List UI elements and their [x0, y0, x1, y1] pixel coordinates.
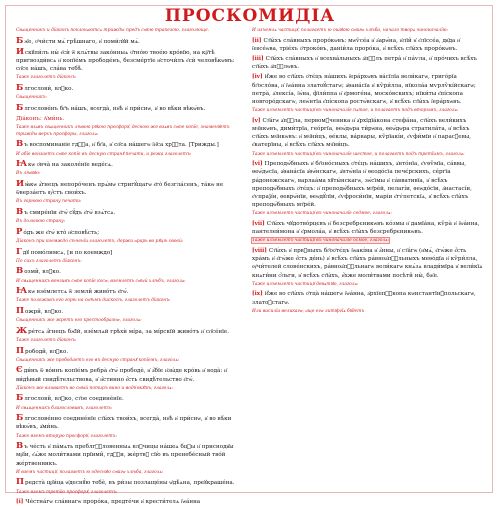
drop-initial: Г — [16, 246, 22, 257]
row-text: И свѧщенникъ вонзивъ ст҃ое копїе косѡ, вземлетъ ст҃ый хлѣбъ, глаголѧ: — [16, 278, 186, 284]
drop-initial: Б — [16, 83, 24, 93]
rubric-note — [252, 28, 484, 35]
rubric-note — [16, 358, 248, 365]
liturgy-text — [16, 160, 248, 169]
row-text: озми̑, влⷣко. — [24, 269, 61, 276]
row-text: И҆́же во ст҃ы́хъ ѻ҆тє́цъ на́шихъ і҆ера́рхѡвъ ва́сїлїа вели́кагѡ, григо́рїа бг҃осло́ва, и҆ і҆ѡа́нна златоꙋ́стагѡ; а҆ѳана́сїа и҆ кѷри́лла, нїкола́а мѵрлѷкі́йскагѡ; петра̀, а҆лексі́а, і҆ѡ́на, фїли́ппа и҆ є҆рмоге́на, моско́вскихъ; нїки́ты є҆пі́скопа новгоро́дскагѡ, леѡ́нтїа є҆пі́скопа ростѡ́вскагѡ, и҆ всѣ́хъ ст҃ы́хъ і҆ера́рхѡвъ. — [252, 74, 476, 106]
row-text: Таже изъемлетъ частицꙋ въ чиноначалїе седмое, глаголѧ: — [252, 211, 392, 217]
liturgy-text — [16, 287, 248, 296]
rubric-note — [16, 199, 248, 206]
rubric-note — [16, 239, 248, 246]
row-text: И изъемлѧ частицꙋ, полагаетъ ю ошꙋюю ст҃агѡ хлѣба, начало творѧ чиноначалїю: — [252, 28, 448, 33]
row-text: Дїаконъ при коемждо сѣченїи глаголетъ, держа ѻрарь во рꙋцѣ своей: — [16, 238, 184, 244]
row-text: ꙗ́кѡ а҆́гнецъ непоро́ченъ прѧ́мѡ стригꙋ́щагѡ є҆го̀ безгла́сенъ, та́кѡ не ѿверза́етъ ᲂу҆́стъ свои́хъ. — [16, 181, 224, 197]
rubric-note — [16, 219, 248, 226]
liturgy-text — [16, 442, 248, 468]
liturgy-text — [16, 37, 248, 46]
row-text: лгослове́нно соедине́нїе ст҃ы́хъ твои́хъ, всегда̀, нн҃ѣ и҆ при́снѡ, и҆ во вѣ́ки вѣкѡ́въ, а҆ми́нь. — [16, 416, 232, 431]
row-text: Въ дольнюю страну: — [16, 219, 66, 225]
row-text: Таже глаголетъ дїаконъ: — [16, 337, 77, 343]
row-text: Или василїа великагѡ, а҆ще егѡ литꙋргїѧ бꙋдетъ — [252, 308, 365, 314]
row-text: ъ воспоминаніе гдⷭ҇а, и҆ бг҃а, и҆ сп҃са на́шегѡ і҆и҃са хрⷭ҇та. [Трижды.] — [24, 142, 219, 149]
rubric-note — [16, 406, 248, 413]
section-marker: [ii] — [252, 37, 262, 44]
rubric-note — [252, 152, 484, 159]
drop-initial: Ꙗ — [16, 286, 27, 297]
liturgy-text — [252, 247, 484, 280]
liturgy-text — [16, 498, 248, 506]
left-column — [16, 28, 248, 506]
drop-initial: В — [16, 266, 24, 277]
liturgy-text — [252, 220, 484, 236]
rubric-note — [16, 75, 248, 82]
liturgy-text — [252, 73, 484, 106]
rubric-note — [16, 152, 248, 159]
section-marker: [iv] — [252, 74, 263, 81]
liturgy-text — [16, 104, 248, 113]
row-text: Ст҃ы́хъ и҆ првⷣныхъ бг҃оѻ҆тє́цъ і҆ѡакі́ма и҆ а҆́нны, и҆ ст҃а́гѡ (и҆мѧ̀, є҆гѡ́же є҆́сть хра́мъ и҆ є҆гѡ́же є҆́сть де́нь) и҆ всѣ́хъ ст҃ы́хъ ра́вноа҆пⷭ҇льныхъ меѳо́дїа и҆ кѷри́лла, ѹ҆чи́телей слове́нскихъ, ра́вноа҆пⷭ҇льнагѡ вели́кагѡ кнѧ́зѧ влади́мїра и҆ вели́кїѧ кнѧги́ни ѻ҆́льги, и҆ всѣ́хъ ст҃ы́хъ, и҆̀хже моли́твами посѣти̑ ны̀, бж҃е. — [252, 248, 483, 279]
section-marker: [viii] — [252, 248, 267, 255]
section-marker: [v] — [252, 117, 261, 124]
rubric-note — [16, 28, 248, 35]
liturgy-text — [16, 228, 248, 237]
section-marker: [iii] — [252, 56, 264, 62]
drop-initial: Ꙗ — [16, 159, 27, 170]
row-text: Таже глаголетъ дїаконъ: — [16, 75, 77, 81]
section-marker: [vi] — [252, 161, 263, 168]
row-text: ди́нъ ѿ во́инъ копїе́мъ ребра̀ є҆гѡ̀ прободѐ, и҆ а҆́бїе и҆зы́де кро́вь и҆ вода̀: и҆ ви́дѣвый свидѣ́тельствова, и҆ и҆́стинно є҆́сть свидѣ́тельство є҆гѡ̀. — [16, 368, 228, 383]
row-text: Дїаконъ же вливаетъ во ст҃ый потиръ вино и водꙋ вкꙋпѣ, глаголѧ: — [16, 385, 173, 391]
row-text: ре́тсѧ а҆́гнецъ бж҃їй, взе́млѧй грѣхѝ мі́ра, за мі́рскїй живо́тъ и҆ сп҃се́нїе. — [28, 328, 230, 335]
rubric-note — [252, 211, 484, 218]
row-text: Таже вземъ вторую просфорꙋ, глаголетъ: — [16, 433, 117, 439]
liturgy-text — [16, 140, 248, 149]
row-text: Ст҃ы́хъ сла́вныхъ и҆ всехва́льныхъ а҆пⷭ҇лъ петра̀ и҆ па́ѵла, и҆ про́чихъ всѣ́хъ ст҃ы́хъ а҆пⷭ҇лѡвъ. — [252, 56, 477, 71]
liturgy-text — [16, 48, 248, 74]
rubric-line — [16, 115, 248, 123]
row-text: Таже вземъ третїю просфорꙋ, глаголетъ: — [16, 489, 118, 495]
row-text: Таже взѧвъ свѧщенникъ лѣвою рꙋкою просфорꙋ, десною же взѧвъ ст҃ое копїе, знаменꙋетъ трижды верхъ просфоры, глаголѧ: — [16, 125, 230, 137]
liturgy-text — [16, 478, 248, 487]
drop-initial: В — [16, 441, 24, 452]
drop-initial: В — [16, 139, 24, 150]
row-text: И свѧщенникъ благословивъ, глаголетъ: — [16, 405, 113, 411]
rubric-note — [252, 309, 484, 316]
row-text: лгослови́, влⷣко. — [24, 86, 74, 92]
drop-initial: И — [16, 178, 25, 189]
row-text: И вземъ частицꙋ, полагаетъ ю одеснꙋю ст҃агѡ хлѣба, глаголѧ: — [16, 469, 164, 475]
liturgy-text — [16, 307, 248, 316]
row-text: Ст҃а́гѡ а҆пⷭ҇ла, первомꙋ́ченика и҆ а҆рхїдїа́кона стефа́на, ст҃ы́хъ вели́кихъ мч҃нкѡвъ, дими́трїа, гео́ргїа, ѳеѡ́дѡра ти́рѡна, ѳеѡ́дѡра стратила́та, и҆ всѣ́хъ ст҃ы́хъ мч҃нкѡвъ: и҆ мч҃ни́цъ, ѳе́клы, ва́рвары, кѷрїакі́и, є҆ѵфи́мїи и҆ парасꙋ́евы, є҆катерїны, и҆ всѣ́хъ ст҃ы́хъ мч҃ни́цъ. — [252, 117, 471, 149]
row-text: Дїа́конъ: А҆ми́нь. — [16, 116, 65, 122]
row-text: ж҃е, ѻ҆чи́сти мѧ̀ грѣ́шнаго, и҆ поми́лꙋй мѧ̀. — [24, 38, 140, 45]
row-text: ожри̑, влⷣко. — [25, 308, 64, 315]
liturgy-text — [252, 55, 484, 71]
rubric-note — [16, 95, 248, 102]
section-marker: [ix] — [252, 291, 263, 298]
row-text: редста̀ цр҃и́ца ѡ҆деснꙋ́ю тебѐ, въ ри́зы позлаще́ны ѡ҆дѣ́ѧна, преꙋкраше́на. — [25, 480, 235, 487]
drop-initial: Є — [16, 365, 23, 376]
rubric-note — [16, 259, 248, 266]
rubric-note — [16, 470, 248, 477]
row-text: ъ смире́нїи є҆гѡ̀ сꙋ́дъ є҆гѡ̀ взѧ́тсѧ. — [24, 209, 116, 216]
row-text: По сихъ глаголетъ дїаконъ: — [16, 258, 82, 264]
drop-initial: Б — [16, 35, 24, 46]
row-text: Свѧщенникъ и дїаконъ поклонѧютсѧ трижды предъ ст҃ою трапезою, глаголюще. — [16, 28, 210, 33]
row-text: Преподѡ́бныхъ и҆ бг҃оно́сныхъ ѻ҆тє́цъ на́шихъ, а҆нто́нїа, є҆ѵѳѷмїа, са́ввы, ѳеѡ́дѡсїа, а҆ѳана́сїа а҆ѳѡ́нскагѡ, а҆нтѡ́нїа и҆ ѳеодо́сїа печє́рскихъ, се́ргїа ра́донежскагѡ, варлаа́ма хꙋты́нскагѡ, зѡ́сїмы и҆ са́ввативїа, и҆ всѣ́хъ преподѡ́бныхъ ѻ҆тє́цъ: и҆ преподѡ́бныхъ мт҃ре́й, пелагі́и, ѳеѡдо́сїи, а҆настасі́и, є҆ѵпраѯі́и, ѳеврѡ́нїи, ѳеѡдꙋ́лїи, є҆ѵфроси́нїи, марі́и є҆гѵ́петскїѧ, и҆ всѣ́хъ ст҃ы́хъ преподѡ́бныхъ мт҃ре́й. — [252, 161, 472, 209]
rubric-note — [252, 282, 484, 289]
liturgy-text — [16, 327, 248, 336]
row-text: рободи̑, влⷣко. — [25, 348, 69, 355]
drop-initial: П — [16, 305, 25, 316]
row-text: Таже изъемлетъ частицꙋ въ чиноначалїе осмое, глаголѧ: — [252, 238, 390, 244]
row-text: Въ лѣвꙋю: — [16, 171, 41, 177]
rubric-note — [16, 298, 248, 305]
rubric-note — [16, 279, 248, 286]
drop-initial: Б — [16, 413, 24, 424]
rubric-note — [16, 490, 248, 497]
section-marker: [vii] — [252, 221, 265, 228]
liturgy-text — [252, 160, 484, 209]
drop-initial: П — [16, 477, 25, 488]
drop-initial: Б — [16, 102, 24, 113]
drop-initial: Б — [16, 393, 24, 404]
row-text: Свѧщенникъ: — [16, 95, 47, 101]
liturgy-text — [16, 208, 248, 217]
row-text: И҆́же во ст҃ы́хъ ѻ҆тца̀ на́шегѡ і҆ѡа́нна, а҆рхїепⷭ҇копа кѡнстантїнꙋ́польскагѡ, златоꙋ́стагѡ. — [252, 291, 476, 306]
liturgy-text — [16, 366, 248, 383]
row-text: Таже изъемлетъ частицꙋ въ чиноначалїе шестое, и полагаетъ подъ третїимъ, глаголѧ: — [252, 151, 465, 157]
liturgy-text — [252, 117, 484, 150]
rubric-note — [252, 238, 484, 245]
rubric-note — [16, 386, 248, 393]
rubric-note — [252, 108, 484, 115]
liturgy-text — [16, 347, 248, 356]
row-text: И абїе вонзаетъ ст҃ое копїе въ десную странꙋ печати, и режа глаголетъ: — [16, 151, 192, 157]
row-text: кѡ взе́млетсѧ ѿ земли̑ живо́тъ є҆гѡ̀. — [27, 289, 129, 296]
row-text: Свѧщенникъ же жретъ его крестообразнѡ, глаголѧ: — [16, 318, 142, 324]
liturgy-text — [16, 180, 248, 197]
row-text: Въ горнюю страну печати: — [16, 199, 82, 205]
row-text: лгослови̑, влⷣко, ст҃ое соедине́нїе. — [24, 396, 124, 403]
rubric-note — [16, 434, 248, 441]
liturgy-text — [252, 290, 484, 306]
liturgy-text — [16, 394, 248, 403]
row-text: Че́стна́гѡ сла́внагѡ проро́ка, предте́чи и҆ крести́телѧ і҆ѡа́нна — [25, 499, 201, 506]
row-text: дꙋ помо́лимсѧ, [и по коемждо] — [22, 249, 113, 256]
row-text: Свѧщенникъ же прободаетъ его въ десную странꙋ копїемъ, глаголѧ: — [16, 357, 180, 363]
row-text: Таже положивъ его горѣ на ст҃ѣмъ дискосѣ, глаголетъ дїаконъ: — [16, 298, 171, 304]
row-text: Ст҃ы́хъ чꙋдотво́рцєвъ и҆ безсребрєникѡвъ ко́змы и҆ дамїа́на, кѷра̀ и҆ і҆ѡа́нна, пантелеи́мона и҆ є҆рмола́а, и҆ всѣ́хъ ст҃ы́хъ безсребрєникѡвъ. — [252, 221, 480, 236]
row-text: Ст҃ы́хъ сла́вныхъ проро́кѡвъ: мѡѷсе́а и҆ а҆арѡ́на, и҆лїи̑ и҆ є҆лїссе́а, дв҃да и҆ і҆еᲂсе́ѡва, тріе́хъ ѻ҆троко́въ, даніи́ла проро́ка, и҆ всѣ́хъ ст҃ы́хъ проро́кѡвъ. — [252, 37, 461, 52]
liturgy-text — [16, 84, 248, 93]
section-marker: [i] — [16, 499, 24, 506]
drop-initial: Р — [16, 226, 23, 237]
page-title: ПРОСКОМИДІА — [164, 6, 336, 26]
row-text: скꙋпи́лъ ны̀ є҆сѝ ѿ клѧ́твы зако́нныѧ ч҃тнóю твое́ю кро́вїю, на кр҇тѣ̀ пригвозди́всѧ и҆ копїе́мъ прободе́нъ, безсме́ртїе и҆сточи́лъ є҆сѝ человѣ́кѡмъ: сп҃се на́шъ, сла́ва тебѣ̀. — [16, 49, 235, 73]
drop-initial: В — [16, 206, 24, 217]
liturgy-text — [16, 414, 248, 431]
right-column — [252, 28, 484, 490]
rubric-note — [16, 125, 248, 138]
row-text: Таже изъемлетъ частицꙋ девѧтꙋю, глаголѧ: — [252, 281, 359, 287]
drop-initial: П — [16, 345, 25, 356]
rubric-note — [16, 171, 248, 178]
drop-initial: Ж — [16, 325, 28, 336]
row-text: о́дъ же є҆гѡ̀ кто̀ и҆сповѣ́сть; — [23, 229, 100, 236]
rubric-note — [16, 338, 248, 345]
liturgy-text — [16, 267, 248, 276]
row-text: лгослове́нъ бг҃ъ на́шъ, всегда̀, нн҃ѣ и҆ при́снѡ, и҆ во вѣ́ки вѣкѡ́въ. — [24, 105, 206, 112]
liturgy-text — [252, 37, 484, 53]
liturgy-text — [16, 248, 248, 257]
rubric-note — [16, 318, 248, 325]
row-text: Таже изъемлетъ частицꙋ въ чиноначалїе пѧтое, и полагаетъ подъ вторымъ, глаголѧ: — [252, 108, 459, 114]
row-text: кѡ ѻ҆вча̀ на заколе́нїе веде́сѧ. — [27, 162, 113, 169]
drop-initial: И — [16, 46, 25, 57]
row-text: ъ че́сть и҆ па́мѧть преблгⷭ҇ловенныѧ влⷣчицы на́шеѧ бцⷣы и҆ приснодв҃ы мр҃і́и, є҆ѧ́же моли́твами прїими̑, гдⷭ҇и, же́ртвꙋ сїю̀ въ пренебе́сный тво́й же́ртвенникъ. — [16, 444, 234, 467]
